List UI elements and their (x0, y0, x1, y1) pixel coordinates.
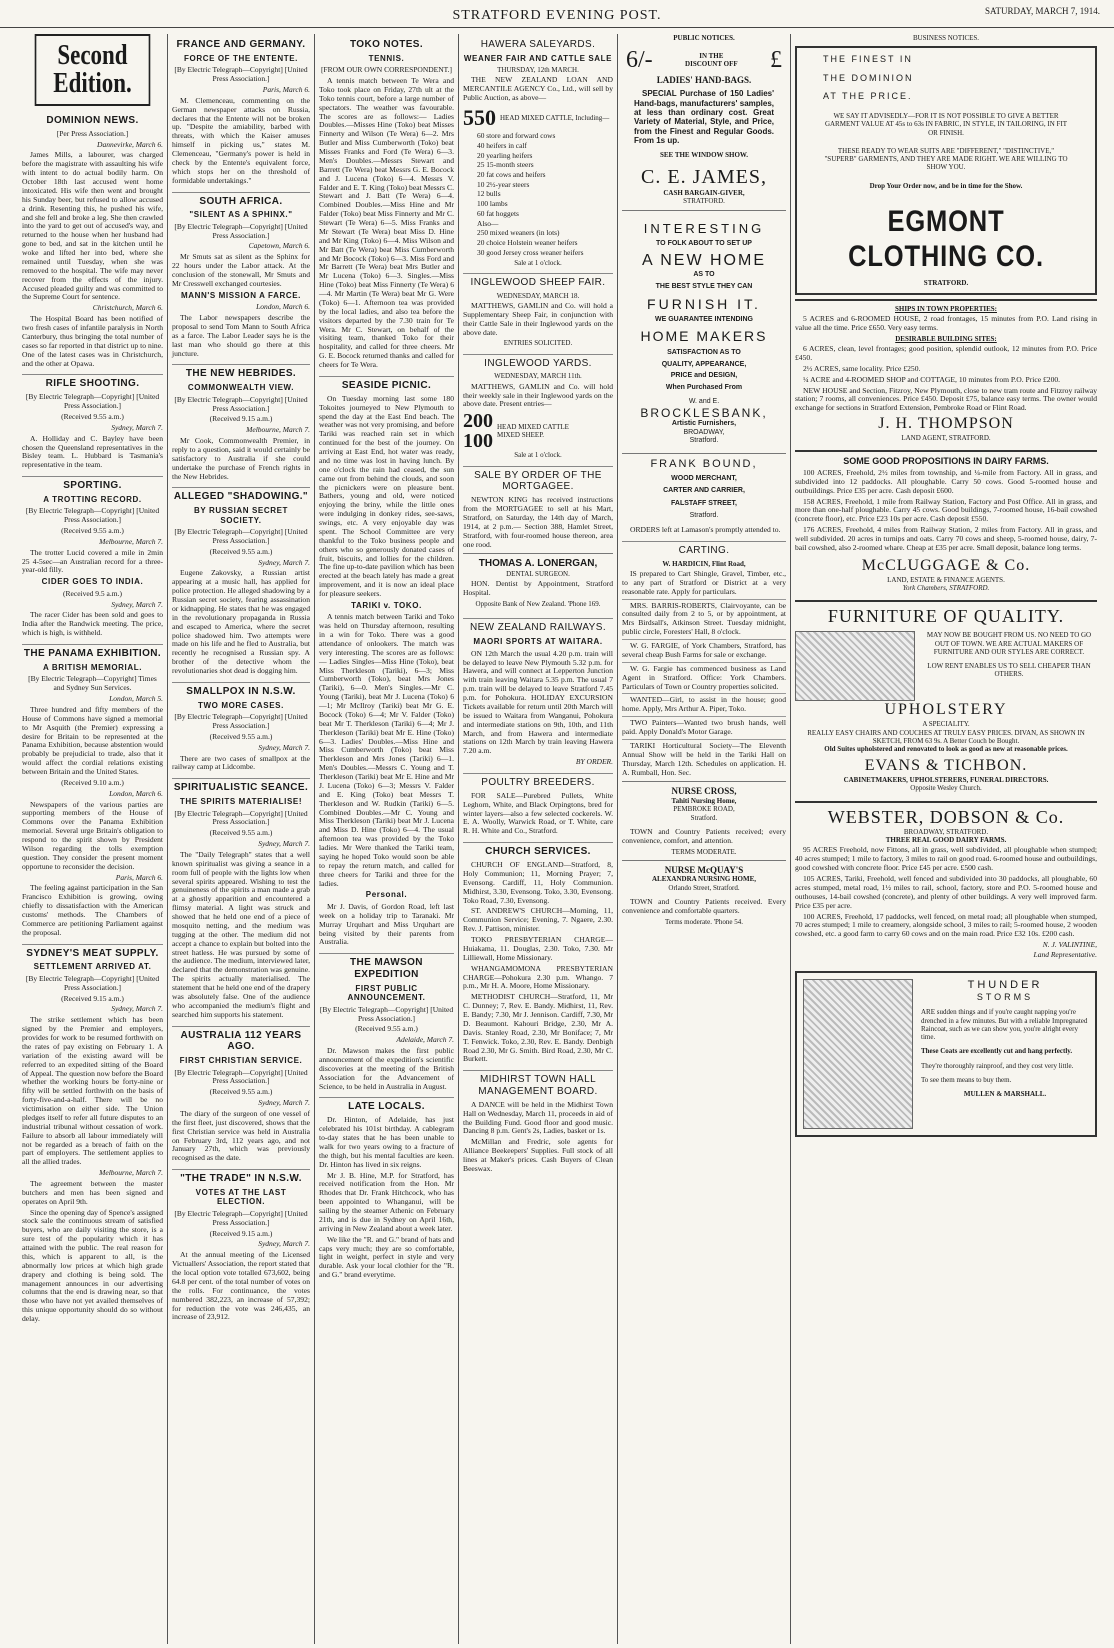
ad-heading: POULTRY BREEDERS. (463, 773, 613, 789)
list-item: WHANGAMOMONA PRESBYTERIAN CHARGE—Pohokura 2.30 p.m. Whango. 7 p.m., Mr H. A. Moore, Home Missionary. (463, 963, 613, 991)
dateline: Sydney, March 7. (258, 1098, 310, 1108)
article-heading: TOKO NOTES. (349, 39, 424, 50)
ad-name: NURSE McQUAY'S (664, 864, 744, 875)
ad-body: 158 ACRES, Freehold, 1 mile from Railway Station, Factory and Post Office. All in grass, and more than one-half ploughable. Carry 45 cows. Good buildings, 7-roomed house, 16-bail cowshed (concrete floor), etc. Price £23 10s per acre. Cash deposit £550. (795, 496, 1097, 524)
ad-date: THURSDAY, 12th MARCH. (497, 66, 579, 75)
agent-address: York Chambers, STRATFORD. (902, 583, 990, 592)
column-4 (459, 34, 617, 1644)
dateline: Sydney, March 7. (258, 557, 310, 567)
furnish-ad (622, 210, 786, 449)
article-subheading: TENNIS. (368, 53, 405, 63)
agent-tag: LAND AGENT, STRATFORD. (901, 434, 991, 443)
list-item: TARIKI Horticultural Society—The Eleventh Annual Show will be held in the Tariki Hall on Thursday, March 12th. Schedules on application. H. A. Rumball, Hon. Sec. (622, 740, 786, 777)
dateline: Adelaide, March 7. (396, 1035, 454, 1045)
ad-line: PEMBROKE ROAD, (673, 805, 735, 814)
article-heading: THE PANAMA EXHIBITION. (22, 644, 163, 660)
discount-line: DISCOUNT OFF (685, 60, 738, 69)
ad-line: When Purchased From (665, 383, 743, 391)
ad-body: MAY NOW BE BOUGHT FROM US. NO NEED TO GO OUT OF TOWN. WE ARE ACTUAL MAKERS OF FURNITURE AND OUR STYLES ARE CORRECT. (926, 631, 1092, 656)
article-heading: SYDNEY'S MEAT SUPPLY. (22, 944, 163, 960)
received-line: (Received 9.15 a.m.) (209, 414, 273, 424)
ad-body: FOR SALE—Purebred Pullets, White Leghorn, White, and Black Orpingtons, bred for winter layers—also a few selected cockerels. W. E. A. Woolly, Warwick Road, or T. White, care R. H. White and Co., Stratford. (463, 790, 613, 836)
ad-line: THE FINEST IN (823, 54, 913, 65)
article-heading: RIFLE SHOOTING. (22, 374, 163, 390)
ad-line: THE DOMINION (823, 72, 914, 83)
received-line: (Received 9.15 a.m.) (61, 993, 124, 1003)
article-body: A tennis match between Te Wera and Toko took place on Friday, 27th ult at the Toko tennis court, before a large number of spectators. The weather was favourable. The scores are as follows:— Ladies Doubles.—Misses Hine (Toko) beat Misses Finnerty and Wilson (Te Wera) 6—2. Mrs Butler and Miss Cumberworth (Toko) beat Misses Franks and Ford (Te Wera) 6—3. Men's Doubles.—Messrs Stewart and Barrett (Te Wera) beat Messrs G. E. Bocock and J. Lucena (Toko) 6—4. Messrs V. Falder and E. T. King (Toko) beat Messrs C. Stewart and J. Batt (Te Wera) 6—4. Combined Doubles.—Miss Hine and Mr Falder (Toko) beat Miss Finnerty and Mr C. Stewart (Te Wera) 6—5. Miss Franks and Mr Stewart (Te Wera) beat Miss D. Hine and Mr King (Toko) 6—4. Miss Wilson and Mr Batt (Te Wera) beat Miss Cumberworth and Mr Bocock (Toko) 6—3. Miss Ford and Mr Barrett (Te Wera) beat Mrs Butler and Mr Lucena (Toko) 6—3. Singles.—Miss Hine (Toko) beat Miss Finnerty (Te Wera) 6—4. Mr Martin (Te Wera) beat Mr G. Were (Toko) 6—1. Afternoon tea was provided by the local ladies, and also tea before the visitors departed by the 7.30 train for Te Wera. Mr C. Stewart, on behalf of the visiting team, thanked Toko for their hospitality, and called for three cheers. Mr G. E. Bocock returned thanks and called for cheers for Te Wera. (319, 76, 454, 370)
list-item: WANTED—Girl, to assist in the house; good home. Apply, Mrs Arthur A. Piper, Toko. (622, 695, 786, 714)
article-subheading: THE SPIRITS MATERIALISE! (179, 797, 303, 807)
dentist-address: Opposite Bank of New Zealand. 'Phone 169. (475, 600, 601, 609)
ad-body: 5 ACRES and 6-ROOMED HOUSE, 2 road frontages, 15 minutes from P.O. Land rising in value all the time. Price £650. Very easy terms. (795, 314, 1097, 332)
ad-body: A DANCE will be held in the Midhirst Town Hall on Wednesday, March 11, proceeds in aid of the Building Fund. Good floor and good music. Dancing 8 p.m. Gent's 2s, Ladies, basket or 1s. (463, 1099, 613, 1136)
received-line: (Received 9.55 a.m.) (61, 411, 124, 421)
article-heading: "THE TRADE" IN N.S.W. (172, 1169, 310, 1185)
article-body: We like the "R. and G." brand of hats and caps very much; they are so comfortable, light in weight, perfect in style and very durable. Ask your local clothier for the "R. and G." brand everytime. (319, 1234, 454, 1280)
article-body: James Mills, a labourer, was charged before the magistrate with assaulting his wife with intent to do actual bodily harm. On October 18th last accused went home intoxicated. His wife then went and brought his Sunday beer, but refused to allow accused a drink. Resenting this, he pushed his wife, and she fell and broke a leg. She then crawled into the yard to get out of accused's way, and returned to the house when her husband had gone to bed, and sat in the kitchen until he woke and lifted her into bed, where she remained until Tuesday, when she was removed to the hospital. The wife may never recover from the effects of the injury. Accused pleaded guilty and was committed to the Supreme Court for sentence. (22, 150, 163, 302)
dateline: Sydney, March 7. (258, 839, 310, 849)
dateline: Melbourne, March 7. (246, 425, 310, 435)
ad-body: ¼ ACRE and 4-ROOMED SHOP and COTTAGE, 10 minutes from P.O. Price £200. (803, 374, 1061, 384)
ad-line: BROADWAY, (683, 428, 725, 436)
ad-line: AT THE PRICE. (823, 91, 913, 102)
article-body: Dr. Hinton, of Adelaide, has just celebrated his 101st birthday. A cablegram to-day states that he has been unable to walk for two years owing to a fracture of the thigh, but his mental faculties are keen. Dr. Hinton has lived in six reigns. (319, 1115, 454, 1169)
list-item: 100 lambs (477, 199, 508, 209)
ad-line: TO FOLK ABOUT TO SET UP (656, 240, 752, 247)
ad-body: These Coats are excellently cut and hang perfectly. (921, 1047, 1073, 1056)
handbag-title: LADIES' HAND-BAGS. (656, 74, 752, 85)
ad-line: INTERESTING (643, 220, 765, 236)
newspaper-title: STRATFORD EVENING POST. (452, 8, 662, 23)
agency-line: [By Electric Telegraph—Copyright] [United Press Association.] (174, 527, 308, 545)
dateline: Christchurch, March 6. (92, 303, 163, 313)
article-subheading: BY RUSSIAN SECRET SOCIETY. (193, 506, 289, 525)
article-subheading: COMMONWEALTH VIEW. (187, 383, 295, 393)
ad-subheading: WEANER FAIR AND CATTLE SALE (463, 53, 613, 63)
ad-body: REALLY EASY CHAIRS AND COUCHES AT TRULY EASY PRICES. DIVAN, AS SHOWN IN SKETCH, FROM 63 9s. A Better Couch be Bought. (807, 728, 1085, 745)
shop-tag: CASH BARGAIN-GIVER, (663, 189, 745, 198)
article-subheading: FORCE OF THE ENTENTE. (184, 53, 298, 63)
shop-town: STRATFORD. (683, 197, 725, 206)
list-item: 60 store and forward cows (477, 131, 556, 141)
ad-body: ARE sudden things and if you're caught napping you're drenched in a few minutes. But with a reliable Impregnated Raincoat, such as we can show you, you're alright every time. (921, 1008, 1088, 1042)
article-heading: SMALLPOX IN N.S.W. (172, 682, 310, 698)
agency-line: [By Electric Telegraph—Copyright] Times and Sydney Sun Services. (28, 674, 157, 693)
ad-line: PRICE and DESIGN, (670, 372, 738, 380)
ad-body: They're thoroughly rainproof, and they cost very little. (921, 1061, 1074, 1070)
ad-title: STORMS (976, 991, 1034, 1002)
article-body: Mr J. Davis, of Gordon Road, left last week on a holiday trip to Taranaki. Mr Murray Urquhart and Miss Urquhart are being visited by their parents from Australia. (319, 901, 454, 947)
ad-line: Tahiti Nursing Home, (671, 797, 737, 806)
cattle-count: 200 (463, 410, 493, 433)
article-subheading: A TROTTING RECORD. (43, 494, 142, 504)
list-item: 250 mixed weaners (in lots) (477, 228, 560, 238)
agency-line: [By Electric Telegraph—Copyright] [United Press Association.] (319, 1004, 454, 1023)
raincoat-illustration (803, 979, 913, 1129)
received-line: (Received 9.5 a.m.) (63, 588, 122, 598)
ad-line: WOOD MERCHANT, (671, 475, 737, 483)
ad-name: FRANK BOUND, (650, 458, 758, 471)
ad-body: SPECIAL Purchase of 150 Ladies' Hand-bags, manufacturers' samples, at less than ordinary cost. Great Variety of Material, Style, and Price, from the Finest and Regular Goods. From 1s up. (634, 89, 774, 145)
second-edition-banner: Second Edition. (35, 34, 151, 106)
ad-body: MATTHEWS, GAMLIN and Co. will hold a Supplementary Sheep Fair, in conjunction with their Cattle Sale in their Inglewood yards on the above date. (463, 300, 613, 337)
article-body: Three hundred and fifty members of the House of Commons have signed a memorial to Mr Asquith (the Premier) expressing a desire for Britain to be represented at the Panama Exhibition, because abstention would probably be prejudicial to trade, also that it would affect the cordial relations existing between Britain and the United States. (22, 704, 163, 776)
ad-subheading: MAORI SPORTS AT WAITARA. (473, 637, 603, 647)
dateline: Dannevirke, March 6. (97, 139, 163, 149)
column-5 (618, 34, 790, 1644)
ad-heading: HAWERA SALEYARDS. (480, 39, 596, 50)
article-body: The strike settlement which has been signed by the Premier and employers, provides for work to be resumed forthwith on the rates of pay existing on February 1. A variation of the existing award will be referred to an expedited sitting of the Board of Appeal. The question now before the Board whether the working hours be forty-nine or fifty will be settled forthwith on the basis of forty-five-and-a-half. There will be no victimisation on either side. The Union pledges itself to refer all future disputes to an industrial tribunal without cessation of work. Failure to absorb all labour immediately will not be regarded as a breach of faith on the part of employers. The settlement applies to all the allied trades. (22, 1015, 163, 1167)
ad-line: THE BEST STYLE THEY CAN (655, 283, 753, 291)
article-subheading: TARIKI v. TOKO. (351, 600, 422, 610)
list-item: 20 yearling heifers (477, 150, 533, 160)
received-line: (Received 9.10 a.m.) (61, 777, 124, 787)
article-body: Since the opening day of Spence's assigned stock sale the continuous stream of satisfied buyers, who are daily visiting the store, is a sure test of the popularity which it has attained with the public. The real reason for this, which is apparent to all, is the abnormally low prices at which high grade drapery and clothing is being sold. The management announces in our advertising columns that the end is drawing near, so that those who have not yet availed themselves of this unique opportunity should do so without delay. (22, 1207, 163, 1324)
agency-line: [FROM OUR OWN CORRESPONDENT.] (320, 65, 453, 75)
article-body: The "Daily Telegraph" states that a well known spiritualist was giving a seance in a room full of people with the lights low when several spirits appeared. Wishing to test the genuineness of the spirits a man made a grab at a ghostly apparition and encountered a flimsy material. A light was struck and showed that he held one end of a piece of mosquito netting, and the medium was tugging at the other. The medium did not accept a chance to explain but bolted into the street hatless. He was pursued by some of the audience. The medium, interviewed later, declared that the demonstration was genuine. The spirits actually materialised. The statement that he held one end of the drapery was absolutely false. One of the audience who accompanied the medium's flight and searched him supports his statement. (172, 849, 310, 1019)
list-item: 30 good Jersey cross weaner heifers (477, 247, 584, 257)
cattle-list (463, 132, 613, 258)
thunder-ad (795, 971, 1097, 1137)
article-body: The diary of the surgeon of one vessel of the first fleet, just discovered, shows that the first Christian service was held in Australia on February 3rd, 112 years ago, and not January 27th, which was previously recognised as the date. (172, 1108, 310, 1163)
dateline: Sydney, March 7. (258, 1239, 310, 1249)
ad-body: MATTHEWS, GAMLIN and Co. will hold their weekly sale in their Inglewood yards on the above date. Present entries— (463, 381, 613, 409)
ad-note: ENTRIES SOLICITED. (503, 339, 573, 348)
sheep-count: 100 (463, 430, 493, 453)
ad-body: McMillan and Fredric, sole agents for Alliance Beekeepers' Supplies. Full stock of all lines at Maker's prices. Cash Buyers of Clean Beeswax. (463, 1137, 613, 1173)
agent-tag: CABINETMAKERS, UPHOLSTERERS, FUNERAL DIRECTORS. (843, 776, 1049, 785)
ad-body: 95 ACRES Freehold, now Fittons, all in grass, well subdivided, all ploughable when stumped; 40 acres stumped; 1 mile to factory, 3 miles to rail on good road. 6-roomed house and outbuildings, good cowshed with concrete floor. Price £45 per acre. £500 cash. (795, 845, 1097, 873)
ad-body: NEW HOUSE and Section, Fitzroy, New Plymouth, close to new tram route and Fitzroy railway station; 7 rooms, all conveniences. Price £450. Deposit £75, balance easy terms. The owner would exchange for sections in Stratford Extension, Pembroke Road or Flint Road. (795, 385, 1097, 413)
article-heading: SEASIDE PICNIC. (319, 376, 454, 392)
received-line: (Received 9.55 a.m.) (209, 1087, 273, 1097)
ad-line: W. and E. (688, 397, 720, 405)
article-heading: LATE LOCALS. (319, 1097, 454, 1113)
ad-name: W. HARDICIN, Flint Road, (662, 559, 746, 568)
ad-note: Drop Your Order now, and be in time for the Show. (869, 181, 1023, 190)
article-body: M. Clemenceau, commenting on the German newspaper attacks on Russia, declares that the Entente will not be broken up. "Despite the amiability, barbed with threats, with which the Kaiser amuses himself in picking us," states M. Clemenceau, "Germany's power is held in check by the Entente's equivalent force, which stops her on the threshold of formidable undertakings." (172, 95, 310, 185)
list-item: ST. ANDREW'S CHURCH—Morning, 11, Communion Service; Evening, 7. Ngaere, 2.30. Rev. J. Pattison, minister. (463, 906, 613, 934)
article-heading: SPIRITUALISTIC SEANCE. (172, 778, 310, 794)
list-item: 20 fat cows and heifers (477, 170, 546, 179)
article-body: Mr J. B. Hine, M.P. for Stratford, has received notification from the Hon. Mr Rhodes that Dr. Frank Hitchcock, who has been appointed to Whanganui, will be sailing by the steamer Athenic on February 21th, and is due in Sydney on April 16th, arriving in New Zealand about a week later. (319, 1170, 454, 1233)
ad-body: 100 ACRES, Freehold, 2½ miles from township, and ¼-mile from Factory. All in grass, and subdivided into 12 paddocks. All ploughable. Carry 50 cows. Good 5-roomed house and outbuildings. Price £35 per acre. Cash deposit £600. (795, 467, 1097, 495)
ad-date: WEDNESDAY, MARCH 18. (496, 291, 580, 300)
received-line: (Received 9.55 a.m.) (61, 526, 124, 536)
handbag-banner (622, 46, 786, 74)
ad-body: NEWTON KING has received instructions from the MORTGAGEE to sell at his Mart, Stratford, on Saturday, the 14th day of March, 1914, at 2 p.m.— Section 388, Hamlet Street, Stratford, with four-roomed house thereon, area one rood. (463, 495, 613, 549)
section-label: BUSINESS NOTICES. (912, 34, 980, 42)
ad-line: FURNISH IT. (647, 295, 761, 312)
ad-heading: NEW ZEALAND RAILWAYS. (463, 618, 613, 634)
ad-subheading: DESIRABLE BUILDING SITES: (895, 334, 997, 343)
dentist-title: DENTAL SURGEON. (506, 570, 570, 579)
ad-heading: INGLEWOOD YARDS. (463, 354, 613, 370)
list-item: Also— (477, 218, 499, 228)
ad-terms: TERMS MODERATE. (671, 847, 737, 856)
article-body: On Tuesday morning last some 180 Tokoites journeyed to New Plymouth to spend the day at the East End beach. The weather was not very promising, and before Tariki was reached rain set in which continued for the best of the journey. On arriving at East End, hot water was ready, and no time was lost in having lunch. By one o'clock the rain had ceased, the sun came out from behind the clouds, and soon the picnickers were on pleasure bent. Bathers, young and old, were noticed enjoying the briny, while the little ones were indulging in donkey rides, see-saws, swings, etc. A very enjoyable day was spent. The School Committee are very thankful to the Toko business people and others who so generously donated cases of fruit, biscuits, and lollies for the children. The fine up-to-date pavilion which has been erected at the beach lately has made a great improvement, and it is now an ideal place for pleasure seekers. (319, 393, 454, 598)
list-item: 10 2½-year steers (477, 179, 530, 189)
article-heading: SPORTING. (22, 476, 163, 492)
dateline: Capetown, March 6. (248, 241, 310, 251)
dateline: Sydney, March 7. (111, 599, 163, 609)
ad-line: HOME MAKERS (640, 328, 768, 345)
agent-address: BROADWAY, STRATFORD. (903, 827, 989, 836)
article-body: Mr Smuts sat as silent as the Sphinx for 22 hours under the Labor attack. At the conclusion of the stonewall, Mr Smuts and Mr Cresswell exchanged courtesies. (172, 252, 310, 288)
masthead (0, 0, 1114, 28)
ad-body: 100 ACRES, Freehold, 17 paddocks, well fenced, on metal road; all ploughable when stumped, 70 acres stumped; 1 mile to creamery, alongside school, 3 miles to rail; 5-roomed house, 2 wooden cowshed, etc. a good farm to carry 60 cows and on the main road. Price £32 10s. £200 cash. (795, 911, 1097, 939)
list-item: TOKO PRESBYTERIAN CHARGE—Huiakama, 11. Douglas, 2.30. Toko, 7.30. Mr Lilliewall, Home Missionary. (463, 935, 613, 962)
agent-name: WEBSTER, DOBSON & Co. (827, 806, 1065, 827)
agent-tag: Land Representative. (1033, 950, 1097, 960)
agent-name: EVANS & TICHBON. (864, 757, 1028, 775)
ad-date: WEDNESDAY, MARCH 11th. (494, 372, 582, 381)
dateline: Sydney, March 7. (111, 1004, 163, 1014)
ad-heading: THREE REAL GOOD DAIRY FARMS. (885, 836, 1007, 845)
ad-line: Stratford. (689, 511, 719, 519)
dentist-name: THOMAS A. LONERGAN, (478, 558, 598, 570)
ad-line: Stratford. (690, 813, 718, 822)
column-2 (168, 34, 314, 1644)
ad-line: CARTER AND CARRIER, (663, 487, 745, 495)
dateline: London, March 6. (109, 788, 163, 798)
ad-name: NURSE CROSS, (671, 786, 737, 797)
ad-heading: CHURCH SERVICES. (463, 842, 613, 858)
article-heading: THE NEW HEBRIDES. (172, 364, 310, 380)
list-item: W. G. Fargie has commenced business as Land Agent in Stratford. Office: York Chambers. Particulars of Town or Country properties solicited. (622, 663, 786, 691)
column-1 (18, 34, 167, 1644)
article-body: A tennis match between Tariki and Toko was held on Thursday afternoon, resulting in a win for Toko. There was a good attendance of onlookers. The match was very interesting. The scores are as follows:— Ladies Singles—Miss Hine (Toko), beat Miss Therkleson (Tariki), 6—3; Miss Cumberworth (Toko), beat Mrs Jones (Tariki), 6—0. Men's Singles.—Mr C. Young (Tariki), beat Mr J. Lucena (Toko) 6—1; Mr McIlroy (Tariki) beat Mr G. E. Bocock (Toko) 6—4; Mr V. Falder (Toko) beat Mr T. Therkleson (Tariki) 6—4; Mr J. Therkleson (Tariki) beat Mr E. Hine (Toko) 6—3. Ladies' Doubles.—Miss Hine and Miss Cumberworth (Toko) beat Miss Therkleson and Mrs Jones (Tariki) 6—1. Men's Doubles.—Messrs C. Young and T. Therkleson (Tariki) beat Mr E. Hine and Mr J. Lucena (Toko) 6—3; Messrs V. Falder and E. King (Toko) beat Messrs T. Therkleson and W. Rudkin (Tariki) 6—5. Combined Doubles.—Mr C. Young and Miss Therkleson (Tariki) beat Mr J. Lucena and Miss D. Hine (Toko) 6—4. The usual afternoon tea was provided by the Toko ladies. Mr Were thanked the Tariki team, saying he hoped Toko would soon be able to repay the return match, and called for three cheers for Tariki and three for the ladies. (319, 612, 454, 888)
article-body: Dr. Mawson makes the first public announcement of the expedition's scientific discoveries at the meeting of the British Association for the Advancement of Science, to be held in Australia in August. (319, 1046, 454, 1091)
shop-name: C. E. JAMES, (641, 165, 767, 188)
agency-line: [By Electric Telegraph—Copyright] [United Press Association.] (174, 221, 308, 240)
classified-list (622, 599, 786, 778)
head-count-row (463, 105, 613, 131)
agency-line: [By Electric Telegraph—Copyright] [United Press Association.] (25, 506, 160, 525)
ad-line: Stratford. (689, 436, 719, 444)
ad-line: A SPECIALITY. (922, 720, 970, 729)
article-subheading: FIRST CHRISTIAN SERVICE. (179, 1056, 303, 1066)
article-subheading: FIRST PUBLIC ANNOUNCEMENT. (347, 983, 426, 1003)
ad-title: THUNDER (967, 978, 1043, 991)
ad-heading: INGLEWOOD SHEEP FAIR. (463, 273, 613, 289)
article-heading: SOUTH AFRICA. (172, 192, 310, 208)
ad-line: Orlando Street, Stratford. (668, 883, 740, 892)
agency-line: [By Electric Telegraph—Copyright] [United Press Association.] (174, 808, 308, 827)
ad-signoff: BY ORDER. (575, 757, 613, 767)
ad-line: FALSTAFF STREET, (671, 499, 737, 507)
list-item: TWO Painters—Wanted two brush hands, well paid. Apply Donald's Motor Garage. (622, 718, 786, 737)
egmont-ad (795, 46, 1097, 295)
list-item: METHODIST CHURCH—Stratford, 11, Mr C. Dunney; 7, Rev. E. Bandy. Midhirst, 11, Rev. E. Bandy; 7.30, Mr J. Jennison. Cardiff, 7.30, Mr D. Beaumont. Kahouri Bridge, 2.30, Mr A. Davis. Stanley Road, 2.30, Mr Boniface; 7, Mr T. Fenwick. Toko, 2.30, Rev. E. Bandy. Denbigh Road 2.30, Mr G. Smith. Bird Road, 2.30, Mr C. Burkett. (463, 992, 613, 1064)
head-count-label: HEAD MIXED CATTLE, Including— (500, 113, 610, 122)
article-subheading: A BRITISH MEMORIAL. (42, 662, 143, 672)
list-item: 40 heifers in calf (477, 140, 527, 150)
list-item: W. G. FARGIE, of York Chambers, Stratford, has several cheap Bush Farms for sale or exchange. (622, 641, 786, 659)
egmont-logo: EGMONT CLOTHING CO. (848, 204, 1044, 274)
article-subheading: TWO MORE CASES. (198, 700, 284, 710)
ad-heading: SOME GOOD PROPOSITIONS IN DAIRY FARMS. (843, 456, 1049, 467)
church-list (463, 861, 613, 1064)
agent-name: McCLUGGAGE & Co. (861, 556, 1031, 574)
article-body: There are two cases of smallpox at the railway camp at Lidcombe. (172, 753, 310, 772)
agency-line: [By Electric Telegraph—Copyright] [United Press Association.] (25, 392, 160, 411)
agency-line: [By Electric Telegraph—Copyright] [United Press Association.] (174, 1208, 308, 1227)
ad-line: QUALITY, APPEARANCE, (661, 361, 747, 369)
ad-terms: Terms moderate. 'Phone 54. (665, 917, 743, 926)
ad-line: SATISFACTION AS TO (667, 348, 741, 356)
window-show: SEE THE WINDOW SHOW. (659, 151, 749, 160)
ad-line: BROCKLESBANK, (640, 406, 768, 421)
agency-line: [By Electric Telegraph—Copyright] [United Press Association.] (174, 712, 308, 731)
ad-body: TOWN and Country Patients received; every convenience, comfort, and attention. (622, 826, 786, 845)
article-body: A. Holliday and C. Bayley have been chosen the Queensland representatives in the Bisley team. L. Hubbard is Tasmania's representative in the team. (22, 433, 163, 470)
ad-body: To see them means to buy them. (921, 1075, 1012, 1084)
received-line: (Received 9.15 a.m.) (209, 1228, 273, 1238)
pound-icon: £ (770, 47, 782, 74)
dateline: Sydney, March 7. (258, 742, 310, 752)
list-item: 60 fat hoggets (477, 208, 519, 218)
received-line: (Received 9.55 a.m.) (355, 1024, 418, 1034)
article-heading: FRANCE AND GERMANY. (176, 39, 306, 50)
article-heading: DOMINION NEWS. (46, 115, 139, 126)
article-body: The agreement between the master butchers and men has been signed and operates on April 9th. (22, 1178, 163, 1206)
agency-line: [By Electric Telegraph—Copyright] [United Press Association.] (174, 65, 308, 84)
ad-body: 105 ACRES, Tariki, Freehold, well fenced and subdivided into 30 paddocks, all ploughable, 60 acres stumped, metal road, 1½ miles to rail, school, factory, store and P.O. 5-roomed house and outhouses, 14-bail cowshed (concrete), and plenty of other buildings. A very well improved farm. Price £35 per acre. (795, 874, 1097, 910)
discount-price: 6/- (626, 47, 653, 74)
ad-heading: CARTING. (622, 541, 786, 557)
ad-heading: MIDHIRST TOWN HALL MANAGEMENT BOARD. (463, 1070, 613, 1098)
ad-body: ORDERS left at Lamason's promptly attended to. (630, 525, 781, 535)
article-subheading: SETTLEMENT ARRIVED AT. (33, 962, 152, 972)
sale-time: Sale at 1 o'clock. (514, 258, 562, 267)
divan-illustration (795, 631, 915, 701)
article-body: The racer Cider has been sold and goes to India after the Randwick meeting. The price, which is high, is withheld. (22, 610, 163, 638)
agency-line: [By Electric Telegraph—Copyright] [United Press Association.] (25, 973, 160, 992)
list-item: 25 15-month steers (477, 160, 534, 170)
article-heading: ALLEGED "SHADOWING." (172, 487, 310, 503)
entries-row (463, 411, 613, 451)
dateline: Melbourne, March 7. (99, 536, 163, 546)
ad-line: Artistic Furnishers, (671, 420, 737, 428)
ad-body: 2½ ACRES, same locality. Price £250. (803, 363, 921, 373)
dateline: Sydney, March 7. (111, 422, 163, 432)
list-item: CHURCH OF ENGLAND—Stratford, 8, Holy Communion; 11, Morning Prayer; 7, Evensong. Cardiff, 11, Holy Communion. Midhirst, 3.30, Evensong. Toko, 3.30, Evensong. Toko Road, 7.30, Evensong. (463, 860, 613, 905)
ad-body: LOW RENT ENABLES US TO SELL CHEAPER THAN OTHERS. (927, 662, 1091, 679)
ad-body: TOWN and Country Patients received. Every convenience and comfortable quarters. (622, 896, 786, 915)
article-body: Eugene Zakovsky, a Russian artist appearing at a music hall, has applied for police protection. He alleged shadowing by a Russian secret society, fearing assassination or kidnapping. He states that he was engaged in the revolutionary propaganda in Russia and escaped to America, where the secret police shadowed him. Two attempts were made on his life and he fled to Australia, but recently he recognised a Russian spy. A brother of the detective whom the revolutionaries shot dead is dogging him. (172, 568, 310, 676)
ad-body: ON 12th March the usual 4.20 p.m. train will be delayed to leave New Plymouth 5.32 p.m. for Hawera, and will connect at Lepperton Junction with train leaving Waitara 5.35 p.m. The usual 7 p.m. train will be delayed to leave Stratford 7.45 p.m. for Pohokura. HOLIDAY EXCURSION Tickets available for return until 20th March will be issued to Waitara from Wanganui, Pohokura and intermediate stations on 9th, 10th, and 11th March, and from Hawera and intermediate stations on 12th March by train leaving Hawera 7.20 a.m. (463, 648, 613, 756)
article-body: At the annual meeting of the Licensed Victuallers' Association, the report stated that the local option vote totalled 673,602, being 64.8 per cent. of the total number of votes on the rolls. For continuance, the votes numbered 382,223, an increase of 57,392; for reduction the vote was 246,435, an increase of 23,912. (172, 1250, 310, 1322)
article-body: The feeling against participation in the San Francisco Exhibition is growing, owing chiefly to dissatisfaction with the American customs' methods. The Chambers of Commerce are petitioning Parliament against the proposal. (22, 883, 163, 937)
received-line: (Received 9.55 a.m.) (209, 731, 273, 741)
ad-town: STRATFORD. (923, 278, 969, 287)
sale-time: Sale at 1 o'clock. (514, 451, 562, 460)
agent-address: Opposite Wesley Church. (910, 784, 982, 793)
ad-body: THE NEW ZEALAND LOAN AND MERCANTILE AGENCY Co., Ltd., will sell by Public Auction, as above— (463, 75, 613, 103)
ad-body: THESE READY TO WEAR SUITS ARE "DIFFERENT," "DISTINCTIVE," "SUPERB" GARMENTS, AND THEY ARE MADE RIGHT. WE ARE WILLING TO SHOW YOU. (824, 146, 1068, 172)
article-body: Mr Cook, Commonwealth Premier, in reply to a question, said it would certainly be satisfactory to Australia if she could undertake the purchase of French rights in the New Hebrides. (172, 436, 310, 481)
article-subheading: "SILENT AS A SPHINX." (189, 210, 293, 220)
article-heading: AUSTRALIA 112 YEARS AGO. (172, 1026, 310, 1054)
agency-line: [By Electric Telegraph—Copyright] [United Press Association.] (174, 1067, 308, 1086)
agent-tag: LAND, ESTATE & FINANCE AGENTS. (887, 575, 1005, 584)
article-body: Newspapers of the various parties are supporting members of the House of Commons over the Panama Exhibition memorial. Several urge Britain's obligation to respond to the spirit shown by President Wilson regarding the tolls exemption question. They consider the present moment opportune to reconsider the decision. (22, 799, 163, 871)
list-item: MRS. BARRIS-ROBERTS, Clairvoyante, can be consulted daily from 2 to 5, or by appointment, at Mrs Birdsall's, Atkinson Street. Tuesday midnight, public circle, Foresters' Hall, 8 o'clock. (622, 600, 786, 637)
ad-line: ALEXANDRA NURSING HOME, (651, 875, 757, 884)
dateline: London, March 6. (256, 302, 310, 312)
article-body: The Hospital Board has been notified of two fresh cases of infantile paralysis in North Canterbury, thus bringing the total number of cases so far reported in that district up to nine. One of the latest cases was in Christchurch, and the other at Opawa. (22, 314, 163, 368)
list-item: 20 choice Holstein weaner heifers (477, 238, 578, 248)
article-subheading: CIDER GOES TO INDIA. (41, 577, 144, 587)
article-subheading: VOTES AT THE LAST ELECTION. (195, 1188, 287, 1207)
ad-heading: SALE BY ORDER OF THE MORTGAGEE. (463, 466, 613, 494)
agent-name: J. H. THOMPSON (878, 415, 1014, 433)
dateline: Paris, March 6. (262, 84, 310, 94)
bound-ad (622, 453, 786, 524)
issue-date: SATURDAY, MARCH 7, 1914. (984, 6, 1100, 16)
article-subheading: Personal. (365, 890, 408, 900)
list-item: 12 bulls (477, 189, 501, 199)
ad-body: WE SAY IT ADVISEDLY—FOR IT IS NOT POSSIBLE TO GIVE A BETTER GARMENT VALUE AT 45s to 63s IN FABRIC, IN STYLE, IN TAILORING, IN FIT OR FINISH. (824, 112, 1068, 137)
column-6 (791, 34, 1101, 1644)
ad-body: HON. Dentist by Appointment, Stratford Hospital. (463, 579, 613, 598)
ad-title: UPHOLSTERY (884, 701, 1008, 719)
article-subheading: MANN'S MISSION A FARCE. (180, 290, 301, 300)
shop-name: MULLEN & MARSHALL. (963, 1090, 1047, 1099)
dateline: Melbourne, March 7. (99, 1168, 163, 1178)
section-label: PUBLIC NOTICES. (673, 34, 735, 42)
discount-line: IN THE (699, 52, 724, 61)
ad-heading: FURNITURE OF QUALITY. (827, 606, 1065, 627)
article-body: The Labor newspapers describe the proposal to send Tom Mann to South Africa as a farce. The Labor Leader says he is the last man who should go there at this juncture. (172, 313, 310, 358)
agency-line: [By Electric Telegraph—Copyright] [United Press Association.] (174, 394, 308, 413)
ad-line: A NEW HOME (641, 252, 766, 270)
article-body: The trotter Lucid covered a mile in 2min 25 4-5sec—an Australian record for a three-year-old filly. (22, 547, 163, 575)
ad-line: WE GUARANTEE INTENDING (655, 316, 753, 324)
ad-body: Old Suites upholstered and renovated to look as good as new at reasonable prices. (824, 745, 1068, 754)
dateline: London, March 5. (109, 694, 163, 704)
received-line: (Received 9.55 a.m.) (209, 828, 273, 838)
ad-heading: SHIPS IN TOWN PROPERTIES: (895, 304, 997, 313)
received-line: (Received 9.55 a.m.) (209, 546, 273, 556)
sheep-label: MIXED SHEEP. (497, 431, 545, 440)
dateline: Paris, March 6. (115, 872, 163, 882)
agent-name: N. J. VALINTINE, (1042, 940, 1097, 950)
head-count: 550 (463, 105, 496, 131)
column-3 (315, 34, 458, 1644)
article-heading: THE MAWSON EXPEDITION (319, 953, 454, 981)
ad-line: AS TO (693, 271, 715, 279)
cattle-label: HEAD MIXED CATTLE (497, 423, 569, 432)
ad-body: IS prepared to Cart Shingle, Gravel, Timber, etc., to any part of Stratford or District at a very reasonable rate. Apply for particulars. (622, 568, 786, 596)
ad-body: 6 ACRES, clean, level frontages; good position, splendid outlook, 12 minutes from P.O. Price £450. (795, 344, 1097, 362)
ad-body: 176 ACRES, Freehold, 4 miles from Railway Station, 2 miles from Factory. All in grass, and well subdivided. 20 acres in turnips and oats. Carry 70 cows and sheep, 5-roomed house, dairy, 7-bail cowshed, also 2-roomed whare. Cheap at £35 per acre. Small deposit, balance long terms. (795, 525, 1097, 552)
agency-line: [Per Press Association.] (56, 128, 129, 138)
